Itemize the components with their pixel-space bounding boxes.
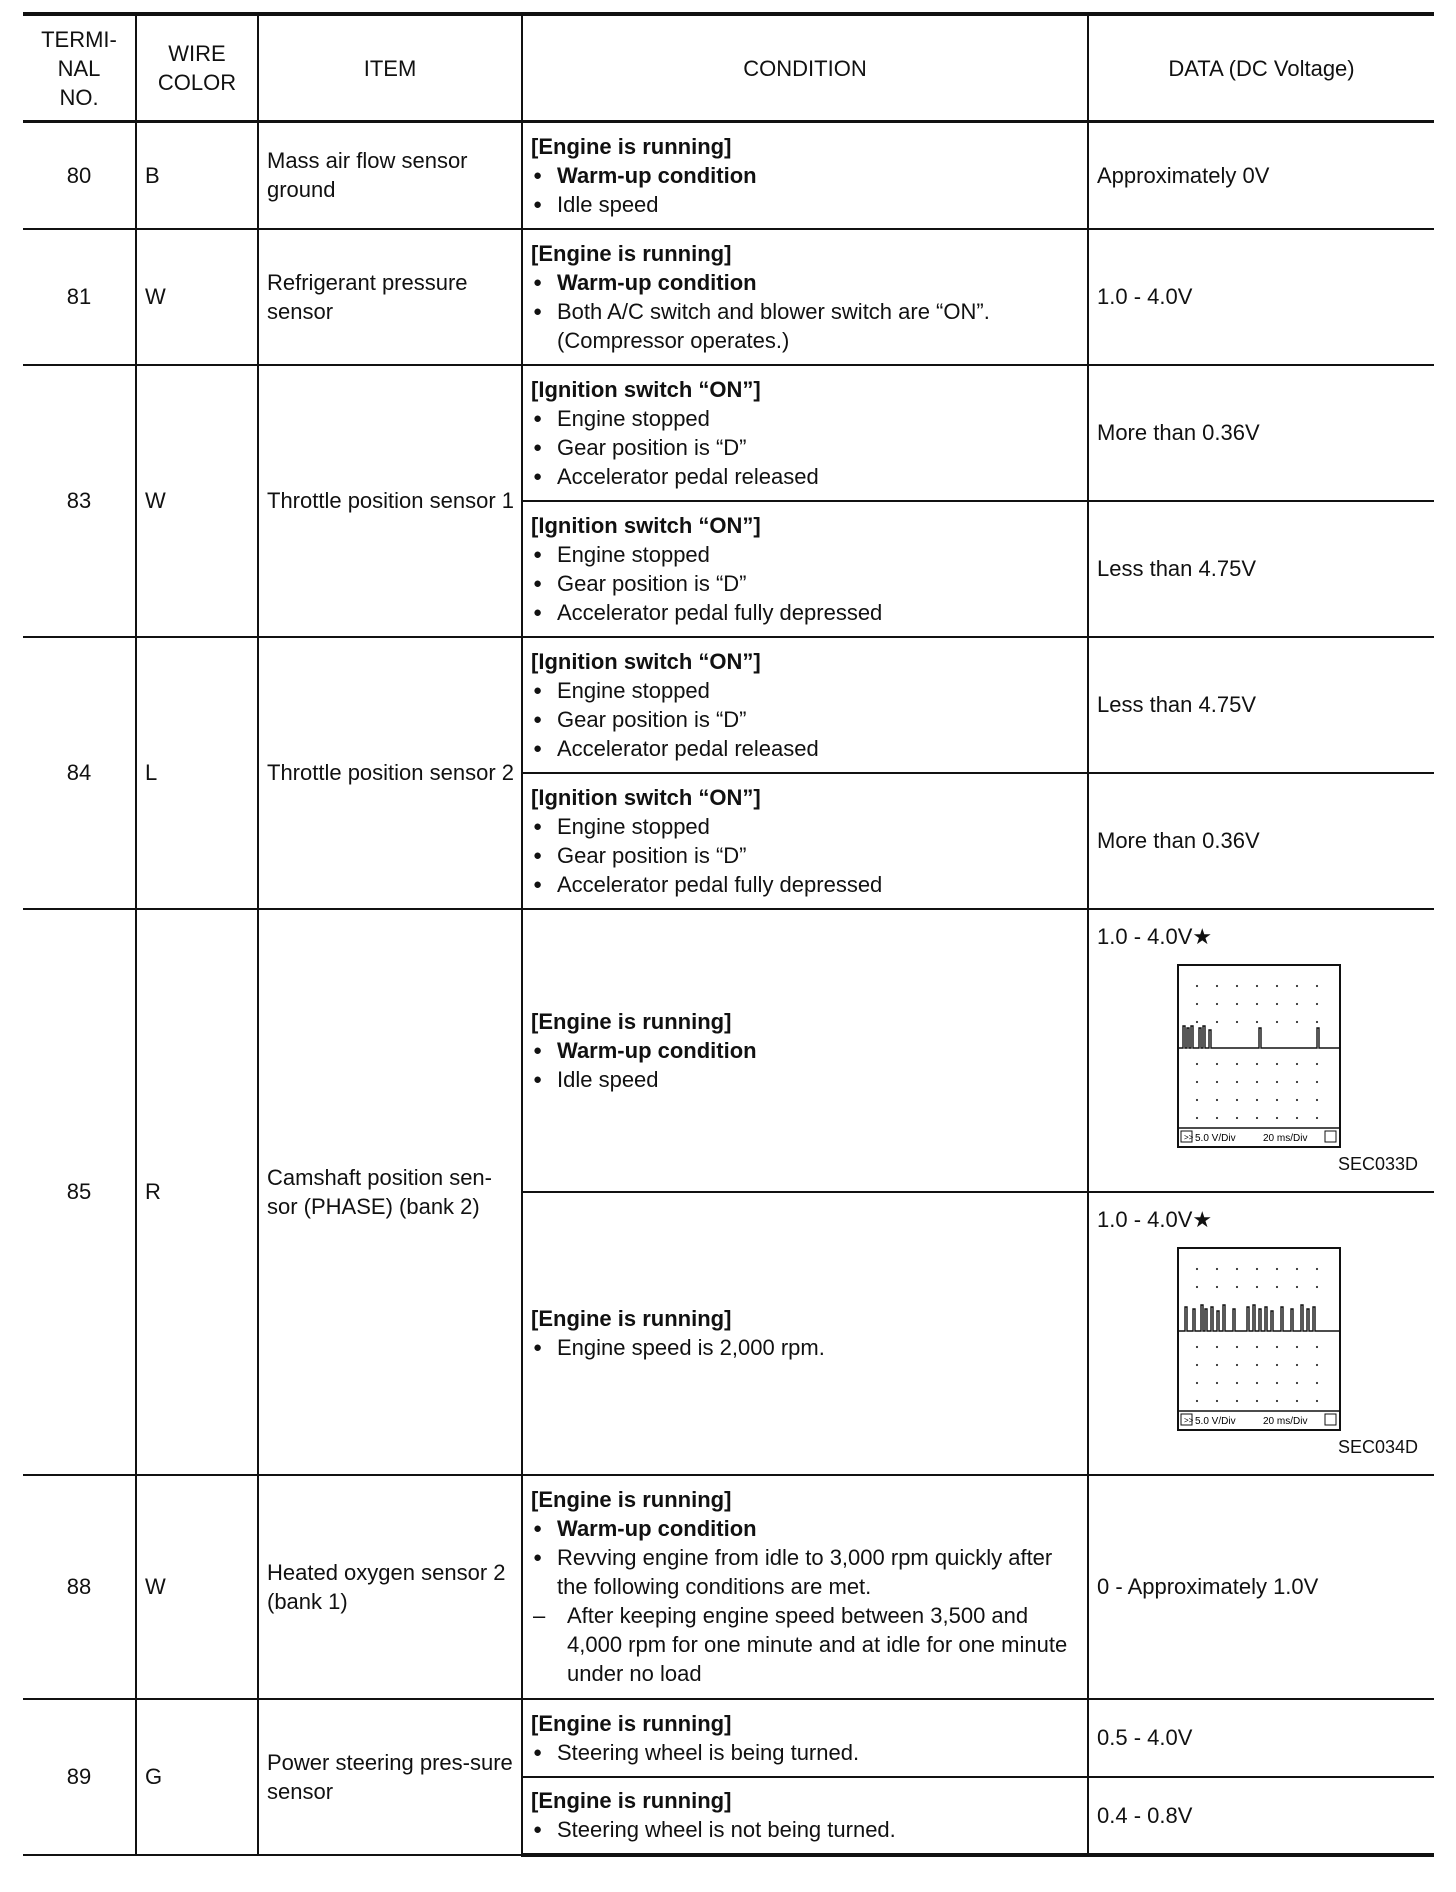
figure-id: SEC034D: [1337, 1436, 1418, 1457]
condition-header: [Engine is running]: [531, 1487, 732, 1512]
terminal-no: 88: [23, 1475, 136, 1699]
item-name: Throttle position sensor 2: [258, 637, 522, 909]
condition-bullet: ● Engine stopped: [531, 540, 1079, 569]
table-row: [23, 1699, 1434, 1777]
condition-bullet: ● Accelerator pedal released: [531, 734, 1079, 763]
condition-bullet: ● Engine stopped: [531, 812, 1079, 841]
data-scope-cell: [1088, 1192, 1434, 1475]
table-row: [23, 365, 1434, 501]
terminal-no: 84: [23, 637, 136, 909]
condition-bullet: ● Engine stopped: [531, 404, 1079, 433]
condition-header: [Engine is running]: [531, 133, 732, 159]
wire-color: B: [136, 122, 258, 229]
item-name: Throttle position sensor 1: [258, 365, 522, 637]
terminal-no: 89: [23, 1699, 136, 1855]
condition-bullet: ● Steering wheel is not being turned.: [531, 1815, 1079, 1844]
header-wire-color: WIRE COLOR: [136, 14, 258, 122]
condition-bullet: ● Gear position is “D”: [531, 569, 1079, 598]
condition-sub-item: – After keeping engine speed between 3,500 and 4,000 rpm for one minute and at idle for one minute under no load: [531, 1601, 1079, 1688]
condition-header: [Engine is running]: [531, 1008, 732, 1034]
condition-bullet: ● Idle speed: [531, 190, 1079, 219]
condition-bullet: ● Warm-up condition: [531, 1036, 1079, 1065]
condition-cell: [522, 122, 1088, 229]
data-value: 0.5 - 4.0V: [1088, 1699, 1434, 1777]
data-value: Less than 4.75V: [1088, 501, 1434, 637]
condition-cell: [522, 1699, 1088, 1777]
condition-bullet: ● Steering wheel is being turned.: [531, 1738, 1079, 1767]
wire-color: R: [136, 909, 258, 1475]
terminal-no: 81: [23, 229, 136, 365]
data-value: Approximately 0V: [1088, 122, 1434, 229]
condition-bullet: ● Idle speed: [531, 1065, 1079, 1094]
terminal-no: 83: [23, 365, 136, 637]
condition-cell: [522, 229, 1088, 365]
condition-bullet: ● Accelerator pedal fully depressed: [531, 870, 1079, 899]
item-name: Refrigerant pressure sensor: [258, 229, 522, 365]
wire-color: W: [136, 229, 258, 365]
condition-bullet: ● Gear position is “D”: [531, 705, 1079, 734]
condition-bullet: ● Warm-up condition: [531, 268, 1079, 297]
condition-cell: [522, 909, 1088, 1192]
condition-bullet: ● Accelerator pedal fully depressed: [531, 598, 1079, 627]
condition-bullet: ● Revving engine from idle to 3,000 rpm quickly after the following conditions are met.: [531, 1543, 1079, 1601]
oscilloscope-waveform-idle: [1177, 964, 1341, 1148]
condition-cell: [522, 501, 1088, 637]
condition-bullet: ● Gear position is “D”: [531, 841, 1079, 870]
item-name: Mass air flow sensor ground: [258, 122, 522, 229]
data-value: More than 0.36V: [1088, 365, 1434, 501]
condition-cell: [522, 1475, 1088, 1699]
terminal-no: 85: [23, 909, 136, 1475]
item-name: Camshaft position sen-sor (PHASE) (bank 2): [258, 909, 522, 1475]
header-item: ITEM: [258, 14, 522, 122]
condition-header: [Ignition switch “ON”]: [531, 512, 761, 538]
terminal-no: 80: [23, 122, 136, 229]
table-row: [23, 122, 1434, 229]
wire-color: W: [136, 1475, 258, 1699]
condition-cell: [522, 637, 1088, 773]
condition-cell: [522, 1777, 1088, 1855]
condition-bullet: ● Gear position is “D”: [531, 433, 1079, 462]
scope-volt-div: 5.0 V/Div: [1195, 1415, 1236, 1427]
table-row: [23, 1475, 1434, 1699]
svg-text:>>: >>: [1184, 1415, 1194, 1425]
condition-header: [Ignition switch “ON”]: [531, 784, 761, 810]
condition-cell: [522, 365, 1088, 501]
terminal-data-table: [23, 12, 1434, 1857]
data-value: 0 - Approximately 1.0V: [1088, 1475, 1434, 1699]
condition-header: [Engine is running]: [531, 1306, 732, 1331]
table-row: [23, 229, 1434, 365]
oscilloscope-waveform-2000rpm: [1177, 1247, 1341, 1431]
figure-id: SEC033D: [1337, 1153, 1418, 1174]
data-value: 0.4 - 0.8V: [1088, 1777, 1434, 1855]
table-header-row: [23, 14, 1434, 122]
condition-header: [Engine is running]: [531, 1788, 732, 1813]
wire-color: W: [136, 365, 258, 637]
condition-header: [Engine is running]: [531, 240, 732, 266]
data-value: 1.0 - 4.0V: [1088, 229, 1434, 365]
condition-bullet: ● Engine stopped: [531, 676, 1079, 705]
header-data: DATA (DC Voltage): [1088, 14, 1434, 122]
data-scope-cell: [1088, 909, 1434, 1192]
condition-cell: [522, 773, 1088, 909]
scope-time-div: 20 ms/Div: [1263, 1132, 1308, 1144]
item-name: Heated oxygen sensor 2 (bank 1): [258, 1475, 522, 1699]
header-terminal-no: TERMI- NAL NO.: [23, 14, 136, 122]
condition-bullet: ● Warm-up condition: [531, 1514, 1079, 1543]
condition-bullet: ● Warm-up condition: [531, 161, 1079, 190]
condition-header: [Ignition switch “ON”]: [531, 376, 761, 402]
data-value: 1.0 - 4.0V★: [1097, 1206, 1213, 1232]
table-row: [23, 909, 1434, 1192]
wire-color: L: [136, 637, 258, 909]
condition-bullet: ● Accelerator pedal released: [531, 462, 1079, 491]
table-row: [23, 637, 1434, 773]
data-value: Less than 4.75V: [1088, 637, 1434, 773]
item-name: Power steering pres-sure sensor: [258, 1699, 522, 1855]
wire-color: G: [136, 1699, 258, 1855]
condition-bullet: ● Both A/C switch and blower switch are “ON”. (Compressor operates.): [531, 297, 1079, 355]
header-condition: CONDITION: [522, 14, 1088, 122]
condition-header: [Ignition switch “ON”]: [531, 648, 761, 674]
condition-cell: [522, 1192, 1088, 1475]
condition-bullet: ● Engine speed is 2,000 rpm.: [531, 1333, 1079, 1362]
data-value: 1.0 - 4.0V★: [1097, 923, 1213, 949]
condition-header: [Engine is running]: [531, 1710, 732, 1736]
scope-volt-div: 5.0 V/Div: [1195, 1132, 1236, 1144]
svg-text:>>: >>: [1184, 1132, 1194, 1142]
data-value: More than 0.36V: [1088, 773, 1434, 909]
scope-time-div: 20 ms/Div: [1263, 1415, 1308, 1427]
